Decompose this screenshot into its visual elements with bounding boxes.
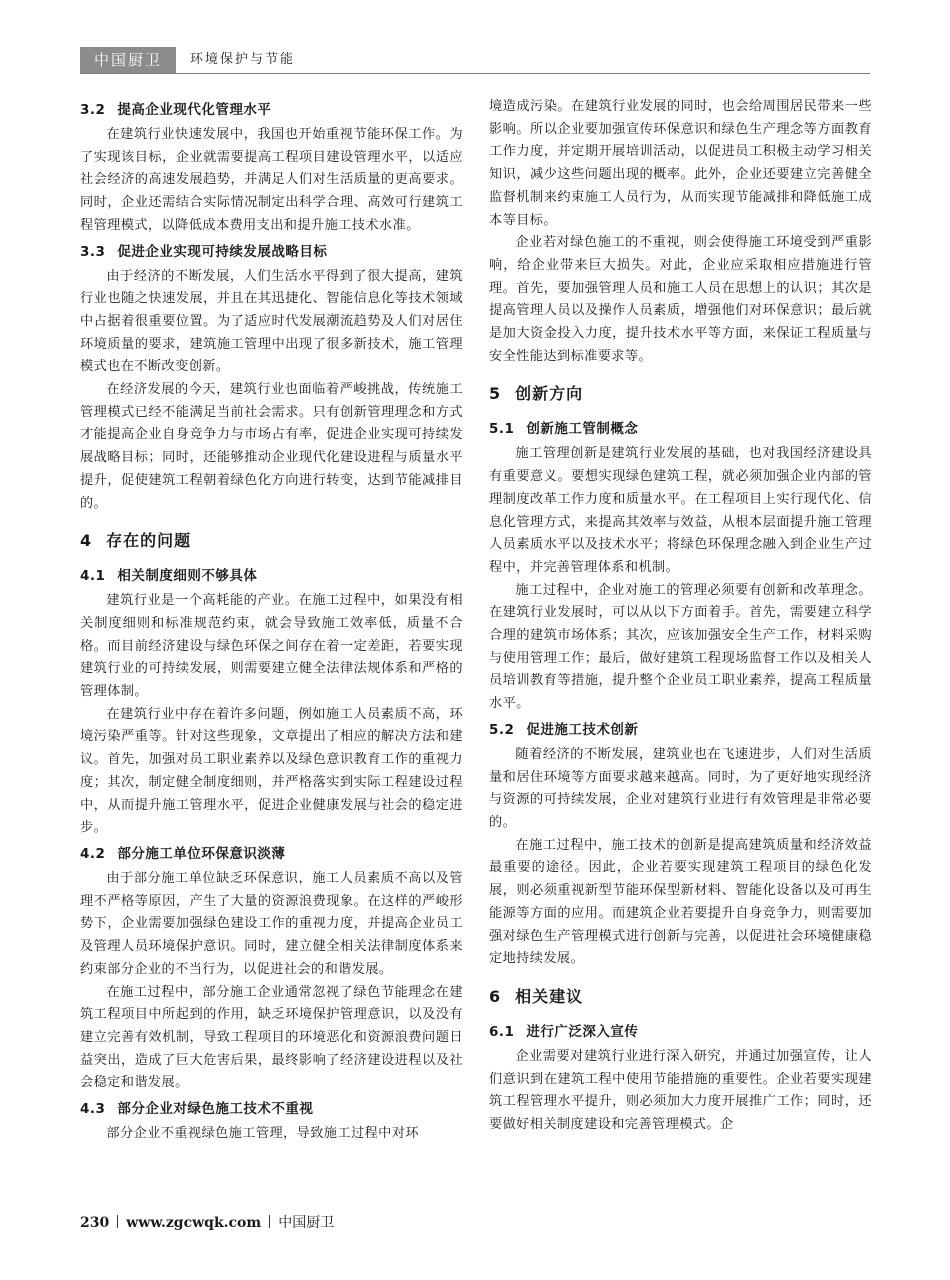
paragraph: 施工过程中，企业对施工的管理必须要有创新和改革理念。在建筑行业发展时，可以从以下方面着手。首先，需要建立科学合理的建筑市场体系；其次，应该加强安全生产工作，材料采购与使用管理工作；最后，做好建筑工程现场监督工作以及相关人员培训教育等措施，提升整个企业员工职业素养，提高工程质量水平。 [489,582,872,712]
heading-3-2 [80,99,463,121]
heading-number: 3.2 [80,102,106,118]
footer-divider [117,1215,118,1228]
heading-title: 相关制度细则不够具体 [117,568,258,585]
heading-title: 存在的问题 [106,531,192,551]
heading-3-3 [80,241,463,263]
right-column [489,96,872,1137]
running-header [80,47,870,74]
paragraph: 建筑行业是一个高耗能的产业。在施工过程中，如果没有相关制度细则和标准规范约束，就会导致施工效率低，质量不合格。而目前经济建设与绿色环保之间存在着一定差距，若要实现建筑行业的可持续发展，则需要建立健全法律法规体系和严格的管理体制。 [80,593,463,700]
heading-title: 提高企业现代化管理水平 [117,102,272,118]
heading-number: 6 [489,986,502,1006]
heading-number: 5.1 [489,421,515,438]
paragraph: 在建筑行业中存在着许多问题，例如施工人员素质不高，环境污染严重等。针对这些现象，文章提出了相应的解决方法和建议。首先，加强对员工职业素养以及绿色意识教育工作的重视力度；其次，制定健全制度细则，并严格落实到实际工程建设过程中，从而提升施工管理水平，促进企业健康发展与社会的稳定进步。 [80,706,463,836]
heading-5 [489,382,872,406]
footer-website: www.zgcwqk.com [126,1215,262,1231]
heading-number: 4.1 [80,568,106,585]
heading-4-2 [80,843,463,865]
section-label: 环境保护与节能 [190,52,296,67]
paragraph: 在经济发展的今天，建筑行业也面临着严峻挑战，传统施工管理模式已经不能满足当前社会需求。只有创新管理理念和方式才能提高企业自身竞争力与市场占有率，促进企业实现可持续发展战略目标；同时，还能够推动企业现代化建设进程与质量水平提升，促使建筑工程朝着绿色化方向进行转变，达到节能减排目的。 [80,382,463,511]
heading-4-3 [80,1098,463,1120]
heading-title: 相关建议 [515,986,584,1006]
heading-title: 创新方向 [515,384,584,404]
heading-number: 5 [489,384,502,404]
heading-title: 部分企业对绿色施工技术不重视 [117,1101,314,1118]
heading-5-2 [489,719,872,741]
paragraph: 企业若对绿色施工的不重视，则会使得施工环境受到严重影响，给企业带来巨大损失。对此，企业应采取相应措施进行管理。首先，要加强管理人员和施工人员在思想上的认识；其次是提高管理人员以及操作人员素质，增强他们对环保意识；最后就是加大资金投入力度，提升技术水平等方面，来保证工程质量与安全性能达到标准要求等。 [489,235,872,364]
footer-journal-name: 中国厨卫 [278,1215,335,1231]
heading-number: 4.3 [80,1101,106,1118]
heading-number: 4.2 [80,845,106,862]
paragraph: 施工管理创新是建筑行业发展的基础，也对我国经济建设具有重要意义。要想实现绿色建筑工程，就必须加强企业内部的管理制度改革工作力度和质量水平。在工程项目上实行现代化、信息化管理方式，来提高其效率与效益，从根本层面提升施工管理人员素质水平以及技术水平；将绿色环保理念融入到企业生产过程中，并完善管理体系和机制。 [489,446,872,575]
page-number: 230 [80,1215,110,1231]
page-footer [80,1212,334,1234]
heading-title: 促进企业实现可持续发展战略目标 [117,243,328,260]
heading-number: 3.3 [80,243,106,260]
paragraph: 随着经济的不断发展，建筑业也在飞速进步，人们对生活质量和居住环境等方面要求越来越高。同时，为了更好地实现经济与资源的可持续发展，企业对建筑行业进行有效管理是非常必要的。 [489,746,872,830]
heading-title: 进行广泛深入宣传 [526,1023,639,1040]
footer-divider [269,1215,270,1228]
paragraph: 由于经济的不断发展，人们生活水平得到了很大提高，建筑行业也随之快速发展，并且在其迅捷化、智能信息化等技术领域中占据着很重要位置。为了适应时代发展潮流趋势及人们对居住环境质量的要求，建筑施工管理中出现了很多新技术，施工管理模式也在不断改变创新。 [80,268,463,375]
journal-name-tab: 中国厨卫 [80,47,176,73]
heading-title: 促进施工技术创新 [526,721,639,738]
heading-4-1 [80,565,463,587]
heading-6-1 [489,1021,872,1043]
heading-4 [80,529,463,553]
heading-number: 6.1 [489,1023,515,1040]
heading-5-1 [489,418,872,440]
paragraph: 部分企业不重视绿色施工管理，导致施工过程中对环 [106,1126,419,1142]
heading-title: 创新施工管制概念 [526,421,639,438]
heading-6 [489,985,872,1009]
heading-title: 部分施工单位环保意识淡薄 [117,845,286,862]
paragraph: 由于部分施工单位缺乏环保意识，施工人员素质不高以及管理不严格等原因，产生了大量的资源浪费现象。在这样的严峻形势下，企业需要加强绿色建设工作的重视力度，并提高企业员工及管理人员环境保护意识。同时，建立健全相关法律制度体系来约束部分企业的不当行为，以促进社会的和谐发展。 [80,870,463,977]
paragraph: 在建筑行业快速发展中，我国也开始重视节能环保工作。为了实现该目标，企业就需要提高工程项目建设管理水平，以适应社会经济的高速发展趋势，并满足人们对生活质量的更高要求。同时，企业还需结合实际情况制定出科学合理、高效可行建筑工程管理模式，以降低成本费用支出和提升施工技术水准。 [80,127,463,233]
paragraph: 企业需要对建筑行业进行深入研究，并通过加强宣传，让人们意识到在建筑工程中使用节能措施的重要性。企业若要实现建筑工程管理水平提升，则必须加大力度开展推广工作；同时，还要做好相关制度建设和完善管理模式。企 [489,1048,872,1133]
paragraph-continued: 境造成污染。在建筑行业发展的同时，也会给周围居民带来一些影响。所以企业要加强宣传环保意识和绿色生产理念等方面教育工作力度，并定期开展培训活动，以促进员工积极主动学习相关知识，减少这些问题出现的概率。此外，企业还要建立完善健全监督机制来约束施工人员行为，从而实现节能减排和降低施工成本等目标。 [489,99,872,228]
left-column [80,96,463,1146]
heading-number: 5.2 [489,721,515,738]
paragraph: 在施工过程中，部分施工企业通常忽视了绿色节能理念在建筑工程项目中所起到的作用，缺乏环境保护管理意识，以及没有建立完善有效机制，导致工程项目的环境恶化和资源浪费问题日益突出，造成了巨大危害后果，最终影响了经济建设进程以及社会稳定和谐发展。 [80,984,463,1091]
heading-number: 4 [80,531,93,551]
paragraph: 在施工过程中，施工技术的创新是提高建筑质量和经济效益最重要的途径。因此，企业若要实现建筑工程项目的绿色化发展，则必须重视新型节能环保型新材料、智能化设备以及可再生能源等方面的应用。而建筑企业若要提升自身竞争力，则需要加强对绿色生产管理模式进行创新与完善，以促进社会环境健康稳定地持续发展。 [489,837,872,967]
